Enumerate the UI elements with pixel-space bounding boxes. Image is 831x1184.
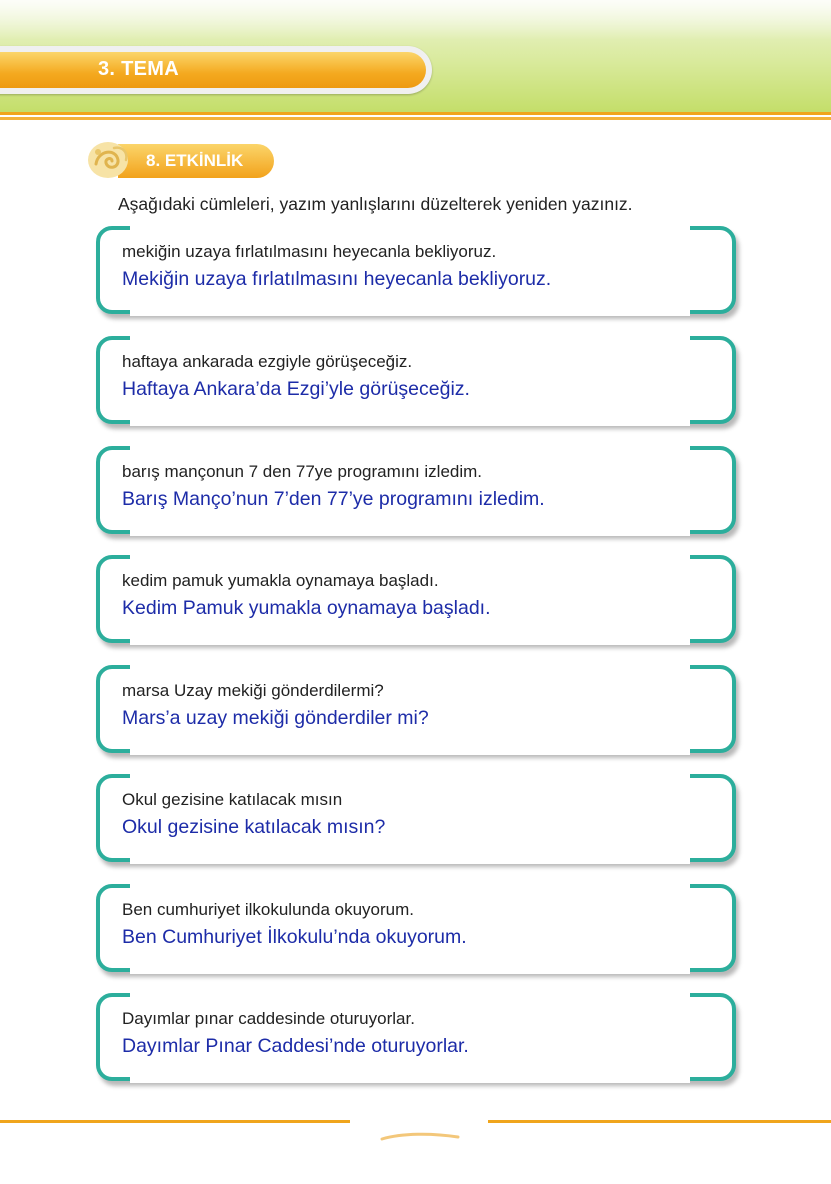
sentence-card bbox=[96, 226, 736, 314]
original-sentence: barış mançonun 7 den 77ye programını izledim. bbox=[122, 462, 483, 481]
theme-title: 3. TEMA bbox=[98, 58, 179, 80]
original-sentence: Ben cumhuriyet ilkokulunda okuyorum. bbox=[122, 900, 414, 919]
activity-title: 8. ETKİNLİK bbox=[146, 151, 244, 170]
original-sentence: Okul gezisine katılacak mısın bbox=[122, 790, 343, 809]
sentence-card bbox=[96, 555, 736, 643]
bottom-divider-right bbox=[488, 1120, 831, 1123]
top-banner-shine bbox=[0, 0, 831, 40]
decorative-swirl-icon bbox=[86, 138, 134, 182]
sentence-card bbox=[96, 665, 736, 753]
original-sentence: kedim pamuk yumakla oynamaya başladı. bbox=[122, 571, 439, 590]
original-sentence: haftaya ankarada ezgiyle görüşeceğiz. bbox=[122, 352, 413, 371]
original-sentence: mekiğin uzaya fırlatılmasını heyecanla bekliyoruz. bbox=[122, 242, 497, 261]
sentence-card bbox=[96, 993, 736, 1081]
sentence-card bbox=[96, 884, 736, 972]
corrected-sentence: Haftaya Ankara’da Ezgi’yle görüşeceğiz. bbox=[122, 378, 470, 400]
theme-tab bbox=[0, 52, 426, 88]
activity-instruction: Aşağıdaki cümleleri, yazım yanlışlarını düzelterek yeniden yazınız. bbox=[118, 194, 633, 214]
bottom-swoosh-decoration bbox=[380, 1132, 460, 1142]
corrected-sentence: Dayımlar Pınar Caddesi’nde oturuyorlar. bbox=[122, 1035, 469, 1057]
sentence-card bbox=[96, 446, 736, 534]
sentence-card bbox=[96, 774, 736, 862]
top-divider bbox=[0, 112, 831, 115]
corrected-sentence: Okul gezisine katılacak mısın? bbox=[122, 816, 386, 838]
sentence-card bbox=[96, 336, 736, 424]
original-sentence: marsa Uzay mekiği gönderdilermi? bbox=[122, 681, 384, 700]
corrected-sentence: Kedim Pamuk yumakla oynamaya başladı. bbox=[122, 597, 491, 619]
corrected-sentence: Mars’a uzay mekiği gönderdiler mi? bbox=[122, 707, 429, 729]
original-sentence: Dayımlar pınar caddesinde oturuyorlar. bbox=[122, 1009, 415, 1028]
top-divider-secondary bbox=[0, 117, 831, 120]
corrected-sentence: Ben Cumhuriyet İlkokulu’nda okuyorum. bbox=[122, 926, 467, 948]
corrected-sentence: Mekiğin uzaya fırlatılmasını heyecanla bekliyoruz. bbox=[122, 268, 552, 290]
bottom-divider-left bbox=[0, 1120, 350, 1123]
corrected-sentence: Barış Manço’nun 7’den 77’ye programını izledim. bbox=[122, 488, 545, 510]
